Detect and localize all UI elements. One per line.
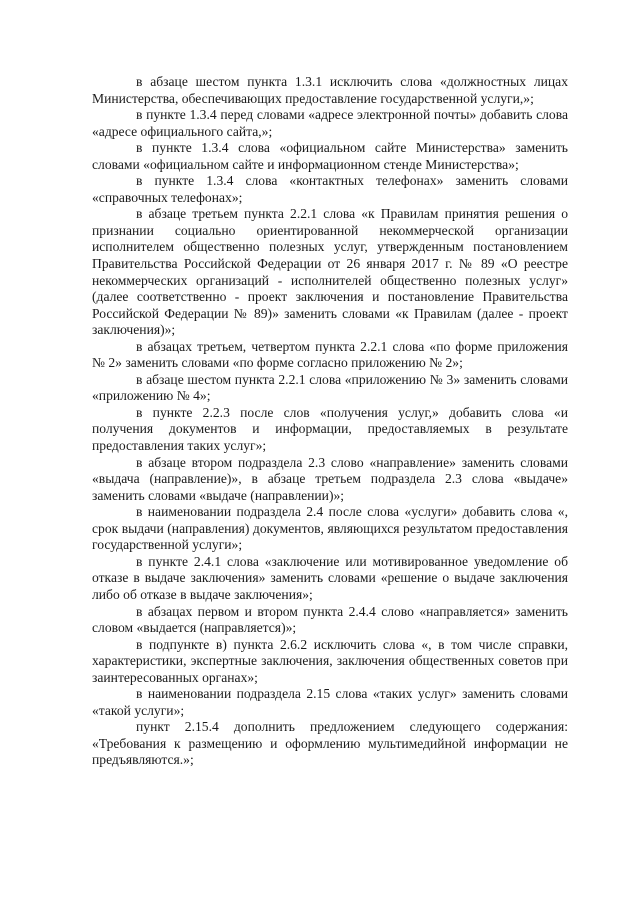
paragraph: в пункте 1.3.4 слова «официальном сайте Министерства» заменить словами «официальном сайте и информационном стенде Министерства»; [92,140,568,172]
paragraph: в пункте 2.4.1 слова «заключение или мотивированное уведомление об отказе в выдаче заключения» заменить словами «решение о выдаче заключения либо об отказе в выдаче заключения»; [92,553,568,602]
paragraph: пункт 2.15.4 дополнить предложением следующего содержания: «Требования к размещению и оформлению мультимедийной информации не предъявляются.»; [92,719,568,768]
paragraph: в абзаце шестом пункта 2.2.1 слова «приложению № 3» заменить словами «приложению № 4»; [92,371,568,404]
paragraph: в абзацах третьем, четвертом пункта 2.2.1 слова «по форме приложения № 2» заменить словами «по форме согласно приложению № 2»; [92,338,568,371]
paragraph: в абзаце втором подраздела 2.3 слово «направление» заменить словами «выдача (направление)», в абзаце третьем подраздела 2.3 слова «выдаче» заменить словами «выдаче (направлении)»; [92,454,568,503]
paragraph: в абзаце шестом пункта 1.3.1 исключить слова «должностных лицах Министерства, обеспечивающих предоставление государственной услуги,»; [92,74,568,106]
paragraph: в пункте 1.3.4 слова «контактных телефонах» заменить словами «справочных телефонах»; [92,173,568,205]
document-body [92,74,568,769]
paragraph: в пункте 2.2.3 после слов «получения услуг,» добавить слова «и получения документов и информации, предоставляемых в результате предоставления таких услуг»; [92,404,568,454]
paragraph: в наименовании подраздела 2.15 слова «таких услуг» заменить словами «такой услуги»; [92,686,568,718]
paragraph: в подпункте в) пункта 2.6.2 исключить слова «, в том числе справки, характеристики, экспертные заключения, заключения общественных советов при заинтересованных органах»; [92,636,568,685]
paragraph: в наименовании подраздела 2.4 после слова «услуги» добавить слова «, срок выдачи (направления) документов, являющихся результатом предоставления государственной услуги»; [92,504,568,553]
paragraph: в абзаце третьем пункта 2.2.1 слова «к Правилам принятия решения о признании социально ориентированной некоммерческой организации исполнителем общественно полезных услуг, утвержденным постановлением Правительства Российской Федерации от 26 января 2017 г. № 89 «О реестре некоммерческих организаций - исполнителей общественно полезных услуг» (далее соответственно - проект заключения и постановление Правительства Российской Федерации № 89)» заменить словами «к Правилам (далее - проект заключения)»; [92,206,568,338]
paragraph: в пункте 1.3.4 перед словами «адресе электронной почты» добавить слова «адресе официального сайта,»; [92,107,568,139]
paragraph: в абзацах первом и втором пункта 2.4.4 слово «направляется» заменить словом «выдается (направляется)»; [92,603,568,636]
